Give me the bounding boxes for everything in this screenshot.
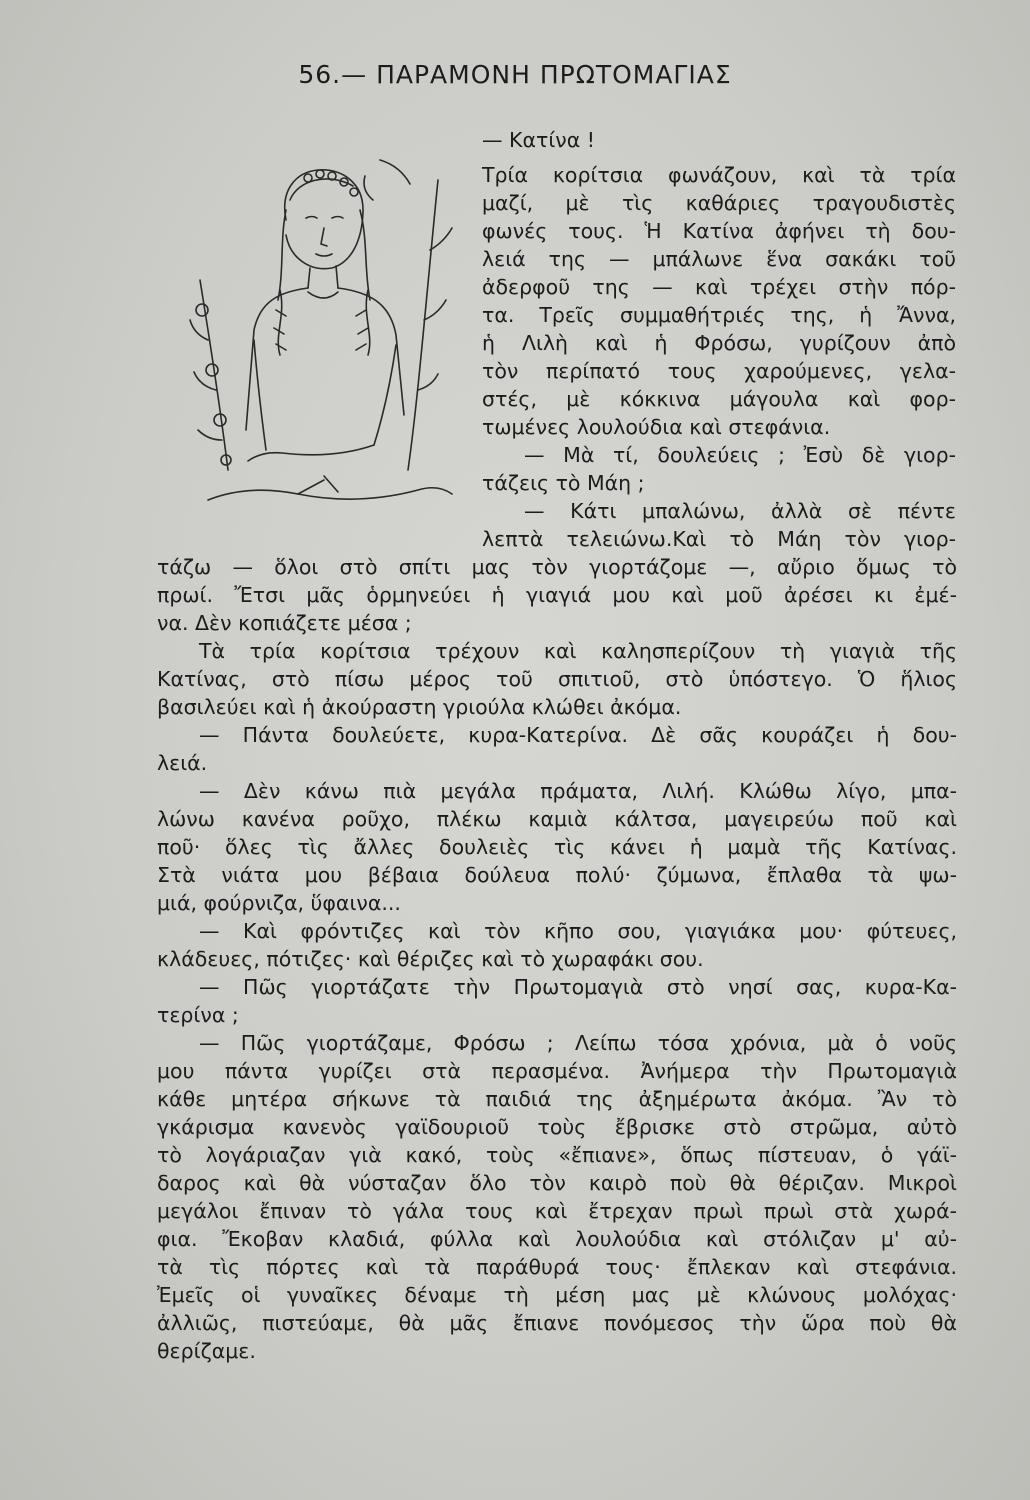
text-line: τάζεις τὸ Μάη ; bbox=[482, 471, 645, 495]
text-line: — Κατίνα ! bbox=[482, 128, 595, 152]
text-line: ποῦ· ὅλες τὶς ἄλλες δουλειὲς τὶς κάνει ἡ μαμὰ τῆς Κατίνας. bbox=[157, 835, 957, 859]
text-line: — Πάντα δουλεύετε, κυρα-Κατερίνα. Δὲ σᾶς κουράζει ἡ δου- bbox=[199, 723, 957, 747]
text-line: — Πῶς γιορτάζατε τὴν Πρωτομαγιὰ στὸ νησί σας, κυρα-Κα- bbox=[199, 975, 957, 999]
text-line: ἀλλιῶς, πιστεύαμε, θὰ μᾶς ἔπιανε πονόμεσος τὴν ὥρα ποὺ θὰ bbox=[157, 1311, 957, 1335]
girl-illustration-icon bbox=[168, 140, 473, 520]
text-line: τωμένες λουλούδια καὶ στεφάνια. bbox=[482, 415, 831, 439]
text-line: λειά της — μπάλωνε ἕνα σακάκι τοῦ bbox=[482, 247, 956, 271]
text-line: φωνές τους. Ἡ Κατίνα ἀφήνει τὴ δου- bbox=[482, 219, 956, 243]
text-line: τα. Τρεῖς συμμαθήτριές της, ἡ Ἄννα, bbox=[482, 303, 956, 327]
text-line: Στὰ νιάτα μου βέβαια δούλευα πολύ· ζύμωνα, ἔπλαθα τὰ ψω- bbox=[157, 863, 957, 887]
text-line: Ἐμεῖς οἱ γυναῖκες δέναμε τὴ μέση μας μὲ κλώνους μολόχας· bbox=[157, 1283, 957, 1307]
text-line: τερίνα ; bbox=[157, 1003, 239, 1027]
text-line: Τὰ τρία κορίτσια τρέχουν καὶ καλησπερίζουν τὴ γιαγιὰ τῆς bbox=[199, 639, 957, 663]
text-line: τὰ τὶς πόρτες καὶ τὰ παράθυρά τους· ἔπλεκαν καὶ στεφάνια. bbox=[157, 1255, 957, 1279]
text-line: στές, μὲ κόκκινα μάγουλα καὶ φορ- bbox=[482, 387, 956, 411]
text-line: ἡ Λιλὴ καὶ ἡ Φρόσω, γυρίζουν ἀπὸ bbox=[482, 331, 956, 355]
text-line: — Δὲν κάνω πιὰ μεγάλα πράματα, Λιλή. Κλώθω λίγο, μπα- bbox=[199, 779, 957, 803]
text-line: τάζω — ὅλοι στὸ σπίτι μας τὸν γιορτάζομε —, αὔριο ὅμως τὸ bbox=[157, 555, 957, 579]
text-line: φια. Ἔκοβαν κλαδιά, φύλλα καὶ λουλούδια καὶ στόλιζαν μ' αὐ- bbox=[157, 1227, 957, 1251]
text-line: βασιλεύει καὶ ἡ ἀκούραστη γριούλα κλώθει ἀκόμα. bbox=[157, 695, 682, 719]
text-line: γκάρισμα κανενὸς γαϊδουριοῦ τοὺς ἔβρισκε στὸ στρῶμα, αὐτὸ bbox=[157, 1115, 957, 1139]
text-line: λειά. bbox=[157, 751, 208, 775]
text-line: μιά, φούρνιζα, ὕφαινα... bbox=[157, 891, 401, 915]
text-line: να. Δὲν κοπιάζετε μέσα ; bbox=[157, 611, 412, 635]
text-line: ἀδερφοῦ της — καὶ τρέχει στὴν πόρ- bbox=[482, 275, 956, 299]
text-line: — Κάτι μπαλώνω, ἀλλὰ σὲ πέντε bbox=[524, 499, 956, 523]
text-line: μου πάντα γυρίζει στὰ περασμένα. Ἀνήμερα τὴν Πρωτομαγιὰ bbox=[157, 1059, 957, 1083]
text-line: — Καὶ φρόντιζες καὶ τὸν κῆπο σου, γιαγιάκα μου· φύτευες, bbox=[199, 919, 957, 943]
text-line: Τρία κορίτσια φωνάζουν, καὶ τὰ τρία bbox=[482, 163, 956, 187]
text-line: — Πῶς γιορτάζαμε, Φρόσω ; Λείπω τόσα χρόνια, μὰ ὁ νοῦς bbox=[199, 1031, 957, 1055]
text-line: κάθε μητέρα σήκωνε τὰ παιδιά της ἀξημέρωτα ἀκόμα. Ἂν τὸ bbox=[157, 1087, 957, 1111]
text-line: μαζί, μὲ τὶς καθάριες τραγουδιστὲς bbox=[482, 191, 956, 215]
text-line: λεπτὰ τελειώνω.Καὶ τὸ Μάη τὸν γιορ- bbox=[482, 527, 956, 551]
text-line: — Μὰ τί, δουλεύεις ; Ἐσὺ δὲ γιορ- bbox=[524, 443, 956, 467]
text-line: μεγάλοι ἔπιναν τὸ γάλα τους καὶ ἔτρεχαν πρωὶ πρωὶ στὰ χωρά- bbox=[157, 1199, 957, 1223]
text-line: θερίζαμε. bbox=[157, 1339, 256, 1363]
text-line: Κατίνας, στὸ πίσω μέρος τοῦ σπιτιοῦ, στὸ ὑπόστεγο. Ὁ ἥλιος bbox=[157, 667, 957, 691]
text-line: πρωί. Ἔτσι μᾶς ὁρμηνεύει ἡ γιαγιά μου καὶ μοῦ ἀρέσει κι ἐμέ- bbox=[157, 583, 957, 607]
text-line: λώνω κανένα ροῦχο, πλέκω καμιὰ κάλτσα, μαγειρεύω ποῦ καὶ bbox=[157, 807, 957, 831]
text-line: δαρος καὶ θὰ νύσταζαν ὅλο τὸν καιρὸ ποὺ θὰ θέριζαν. Μικροὶ bbox=[157, 1171, 957, 1195]
page-title: 56.— ΠΑΡΑΜΟΝΗ ΠΡΩΤΟΜΑΓΙΑΣ bbox=[298, 60, 732, 89]
text-line: τὸν περίπατό τους χαρούμενες, γελα- bbox=[482, 359, 956, 383]
text-line: τὸ λογάριαζαν γιὰ κακό, τοὺς «ἔπιανε», ὅπως πίστευαν, ὁ γάϊ- bbox=[157, 1143, 957, 1167]
text-line: κλάδευες, πότιζες· καὶ θέριζες καὶ τὸ χωραφάκι σου. bbox=[157, 947, 704, 971]
